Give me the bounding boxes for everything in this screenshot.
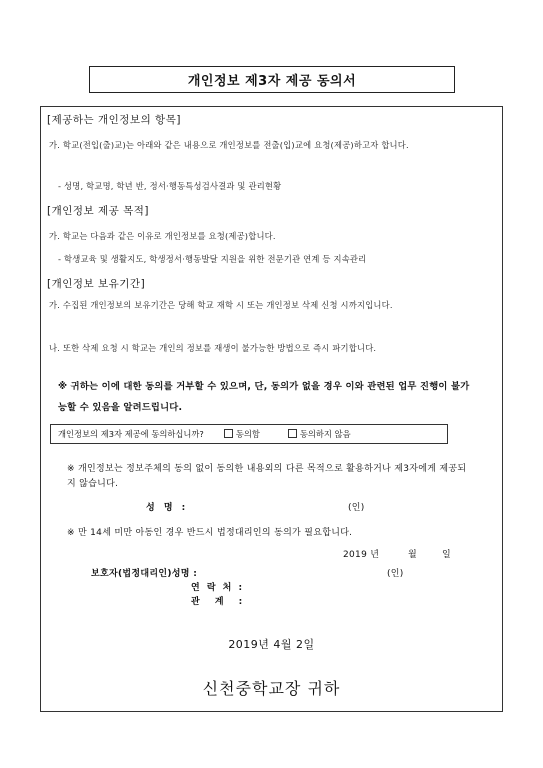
section3-line-na: 나. 또한 삭제 요청 시 학교는 개인의 정보를 재생이 불가능한 방법으로 즉시 파기합니다. xyxy=(49,343,377,353)
name-label: 성 명 : xyxy=(146,503,189,513)
date-month: 월 xyxy=(408,550,417,560)
date-day: 일 xyxy=(442,550,451,560)
consent-question-text: 개인정보의 제3자 제공에 동의하십니까? xyxy=(58,429,204,439)
section1-line-ga: 가. 학교(전입(출)교)는 아래와 같은 내용으로 개인정보를 전출(입)교에 요청(제공)하고자 합니다. xyxy=(49,140,409,150)
agree-option[interactable] xyxy=(224,428,260,440)
footer-school: 신천중학교장 귀하 xyxy=(202,679,341,698)
disagree-checkbox[interactable] xyxy=(288,429,297,438)
document-title xyxy=(89,66,455,93)
document-title-text: 개인정보 제3자 제공 동의서 xyxy=(187,74,357,89)
guardian-name-label: 보호자(법정대리인)성명 : xyxy=(91,569,198,579)
section2-bullet: - 학생교육 및 생활지도, 학생정서·행동발달 지원을 위한 전문기관 연계 등 지속관리 xyxy=(58,254,367,264)
disagree-label: 동의하지 않음 xyxy=(299,429,351,439)
section3-heading: [개인정보 보유기간] xyxy=(47,278,146,290)
section3-line-ga: 가. 수집된 개인정보의 보유기간은 당해 학교 재학 시 또는 개인정보 삭제 신청 시까지입니다. xyxy=(49,300,393,310)
guardian-seal-mark: (인) xyxy=(387,569,404,579)
date-year: 2019 년 xyxy=(343,550,380,560)
agree-checkbox[interactable] xyxy=(224,429,233,438)
consent-question-box xyxy=(50,424,448,444)
seal-mark: (인) xyxy=(348,503,365,513)
guardian-relation-label: 관 계 : xyxy=(191,597,249,607)
section2-heading: [개인정보 제공 목적] xyxy=(47,205,150,217)
disagree-option[interactable] xyxy=(288,428,351,440)
consent-refusal-notice: ※ 귀하는 이에 대한 동의를 거부할 수 있으며, 단, 동의가 없을 경우 이와 관련된 업무 진행이 불가능할 수 있음을 알려드립니다. xyxy=(58,381,470,413)
section2-line-ga: 가. 학교는 다음과 같은 이유로 개인정보를 요청(제공)합니다. xyxy=(49,231,276,241)
section1-heading: [제공하는 개인정보의 항목] xyxy=(47,114,181,126)
guardian-contact-label: 연 락 처 : xyxy=(191,583,245,593)
agree-label: 동의함 xyxy=(235,429,260,439)
third-party-note: ※ 개인정보는 정보주체의 동의 없이 동의한 내용외의 다른 목적으로 활용하거나 제3자에게 제공되지 않습니다. xyxy=(67,464,467,489)
under-14-note: ※ 만 14세 미만 아동인 경우 반드시 법정대리인의 동의가 필요합니다. xyxy=(67,528,353,538)
footer-date: 2019년 4월 2일 xyxy=(228,638,315,651)
section1-bullet: - 성명, 학교명, 학년 반, 정서·행동특성검사결과 및 관리현황 xyxy=(58,181,282,191)
